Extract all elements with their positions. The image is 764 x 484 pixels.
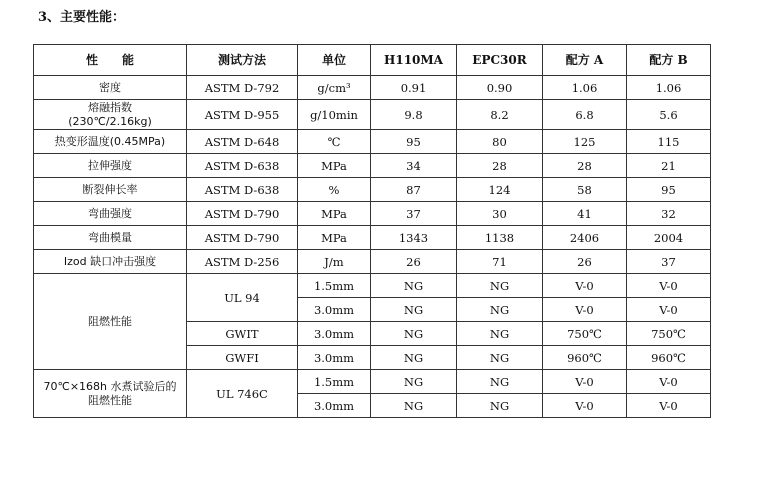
table-cell: NG bbox=[371, 298, 457, 322]
table-cell: UL 94 bbox=[187, 274, 298, 322]
table-cell: 0.90 bbox=[457, 76, 543, 100]
table-cell: V-0 bbox=[627, 370, 711, 394]
table-cell: GWFI bbox=[187, 346, 298, 370]
table-row bbox=[34, 202, 711, 226]
table-cell bbox=[34, 250, 187, 274]
table-row bbox=[34, 130, 711, 154]
table-cell: 37 bbox=[371, 202, 457, 226]
table-cell: GWIT bbox=[187, 322, 298, 346]
table-cell: ASTM D-955 bbox=[187, 100, 298, 130]
property-label: 断裂伸长率 bbox=[82, 182, 138, 196]
table-cell: V-0 bbox=[543, 298, 627, 322]
table-cell: 41 bbox=[543, 202, 627, 226]
column-header: 单位 bbox=[298, 45, 371, 76]
table-cell: 125 bbox=[543, 130, 627, 154]
table-cell: NG bbox=[457, 298, 543, 322]
column-header: H110MA bbox=[371, 45, 457, 76]
table-row bbox=[34, 274, 711, 298]
table-cell: 960℃ bbox=[543, 346, 627, 370]
table-cell: 1343 bbox=[371, 226, 457, 250]
table-cell: 124 bbox=[457, 178, 543, 202]
table-cell: NG bbox=[457, 274, 543, 298]
table-cell: 58 bbox=[543, 178, 627, 202]
table-row bbox=[34, 76, 711, 100]
table-cell: ASTM D-790 bbox=[187, 226, 298, 250]
table-cell: 1.5mm bbox=[298, 370, 371, 394]
table-row bbox=[34, 45, 711, 76]
table-row bbox=[34, 178, 711, 202]
table-cell: 37 bbox=[627, 250, 711, 274]
table-cell: 2004 bbox=[627, 226, 711, 250]
table-cell: 9.8 bbox=[371, 100, 457, 130]
section-heading: 3、主要性能： bbox=[38, 10, 126, 25]
property-label: 密度 bbox=[99, 80, 121, 94]
table-cell: 26 bbox=[543, 250, 627, 274]
table-cell: 8.2 bbox=[457, 100, 543, 130]
table-cell: 3.0mm bbox=[298, 322, 371, 346]
table-cell: 95 bbox=[627, 178, 711, 202]
table-cell: 1138 bbox=[457, 226, 543, 250]
table-cell: 2406 bbox=[543, 226, 627, 250]
table-cell: 1.5mm bbox=[298, 274, 371, 298]
table-cell: V-0 bbox=[543, 370, 627, 394]
table-cell: 95 bbox=[371, 130, 457, 154]
table-cell: 960℃ bbox=[627, 346, 711, 370]
table-cell: 750℃ bbox=[627, 322, 711, 346]
table-cell: V-0 bbox=[627, 298, 711, 322]
table-cell: NG bbox=[371, 394, 457, 418]
table-cell: g/10min bbox=[298, 100, 371, 130]
property-label: 拉伸强度 bbox=[88, 158, 132, 172]
properties-table-body bbox=[34, 45, 711, 418]
table-cell: 1.06 bbox=[543, 76, 627, 100]
table-cell bbox=[34, 154, 187, 178]
table-row bbox=[34, 226, 711, 250]
table-cell bbox=[34, 226, 187, 250]
table-cell: V-0 bbox=[543, 274, 627, 298]
table-cell: NG bbox=[457, 394, 543, 418]
table-cell: ASTM D-792 bbox=[187, 76, 298, 100]
property-label: 弯曲模量 bbox=[88, 230, 132, 244]
properties-table bbox=[33, 44, 711, 418]
table-cell: 3.0mm bbox=[298, 346, 371, 370]
table-cell: 32 bbox=[627, 202, 711, 226]
table-cell: NG bbox=[457, 370, 543, 394]
table-cell: g/cm³ bbox=[298, 76, 371, 100]
table-cell: 28 bbox=[543, 154, 627, 178]
table-cell: 3.0mm bbox=[298, 298, 371, 322]
table-cell: 6.8 bbox=[543, 100, 627, 130]
table-cell bbox=[34, 202, 187, 226]
table-cell: MPa bbox=[298, 226, 371, 250]
table-cell: 34 bbox=[371, 154, 457, 178]
table-cell: ASTM D-790 bbox=[187, 202, 298, 226]
table-cell: ASTM D-256 bbox=[187, 250, 298, 274]
table-cell: MPa bbox=[298, 154, 371, 178]
column-header: 性 能 bbox=[34, 45, 187, 76]
table-cell: ASTM D-638 bbox=[187, 178, 298, 202]
table-row bbox=[34, 154, 711, 178]
table-cell: 3.0mm bbox=[298, 394, 371, 418]
column-header: 测试方法 bbox=[187, 45, 298, 76]
table-cell: V-0 bbox=[627, 394, 711, 418]
table-cell: % bbox=[298, 178, 371, 202]
table-cell bbox=[34, 76, 187, 100]
table-cell: V-0 bbox=[543, 394, 627, 418]
table-cell: 71 bbox=[457, 250, 543, 274]
property-label: 熔融指数 bbox=[88, 100, 132, 114]
column-header: 配方 B bbox=[627, 45, 711, 76]
table-row bbox=[34, 250, 711, 274]
table-cell: 750℃ bbox=[543, 322, 627, 346]
table-cell: UL 746C bbox=[187, 370, 298, 418]
table-cell: 0.91 bbox=[371, 76, 457, 100]
property-label: 弯曲强度 bbox=[88, 206, 132, 220]
table-cell: NG bbox=[371, 274, 457, 298]
property-label: 热变形温度(0.45MPa) bbox=[54, 134, 166, 148]
table-cell: 阻燃性能 bbox=[34, 274, 187, 370]
table-cell: 1.06 bbox=[627, 76, 711, 100]
table-cell: 80 bbox=[457, 130, 543, 154]
property-label: 阻燃性能 bbox=[88, 393, 132, 407]
table-cell: NG bbox=[371, 346, 457, 370]
table-cell: J/m bbox=[298, 250, 371, 274]
table-cell: V-0 bbox=[627, 274, 711, 298]
table-cell: ASTM D-638 bbox=[187, 154, 298, 178]
table-cell: NG bbox=[371, 370, 457, 394]
table-cell: 115 bbox=[627, 130, 711, 154]
table-cell: MPa bbox=[298, 202, 371, 226]
table-cell bbox=[34, 100, 187, 130]
table-cell: NG bbox=[457, 346, 543, 370]
property-label: Izod 缺口冲击强度 bbox=[63, 254, 157, 268]
table-cell: ASTM D-648 bbox=[187, 130, 298, 154]
table-cell: 5.6 bbox=[627, 100, 711, 130]
column-header: 配方 A bbox=[543, 45, 627, 76]
table-cell bbox=[34, 178, 187, 202]
column-header: EPC30R bbox=[457, 45, 543, 76]
table-cell: 28 bbox=[457, 154, 543, 178]
table-cell: 26 bbox=[371, 250, 457, 274]
table-cell bbox=[34, 370, 187, 418]
table-cell: ℃ bbox=[298, 130, 371, 154]
table-cell: NG bbox=[371, 322, 457, 346]
table-cell: 21 bbox=[627, 154, 711, 178]
property-label: 70℃×168h 水煮试验后的 bbox=[43, 379, 177, 393]
property-condition: (230℃/2.16kg) bbox=[68, 114, 152, 128]
table-cell: 30 bbox=[457, 202, 543, 226]
table-cell: 87 bbox=[371, 178, 457, 202]
table-cell bbox=[34, 130, 187, 154]
table-row bbox=[34, 370, 711, 394]
table-row bbox=[34, 100, 711, 130]
table-cell: NG bbox=[457, 322, 543, 346]
